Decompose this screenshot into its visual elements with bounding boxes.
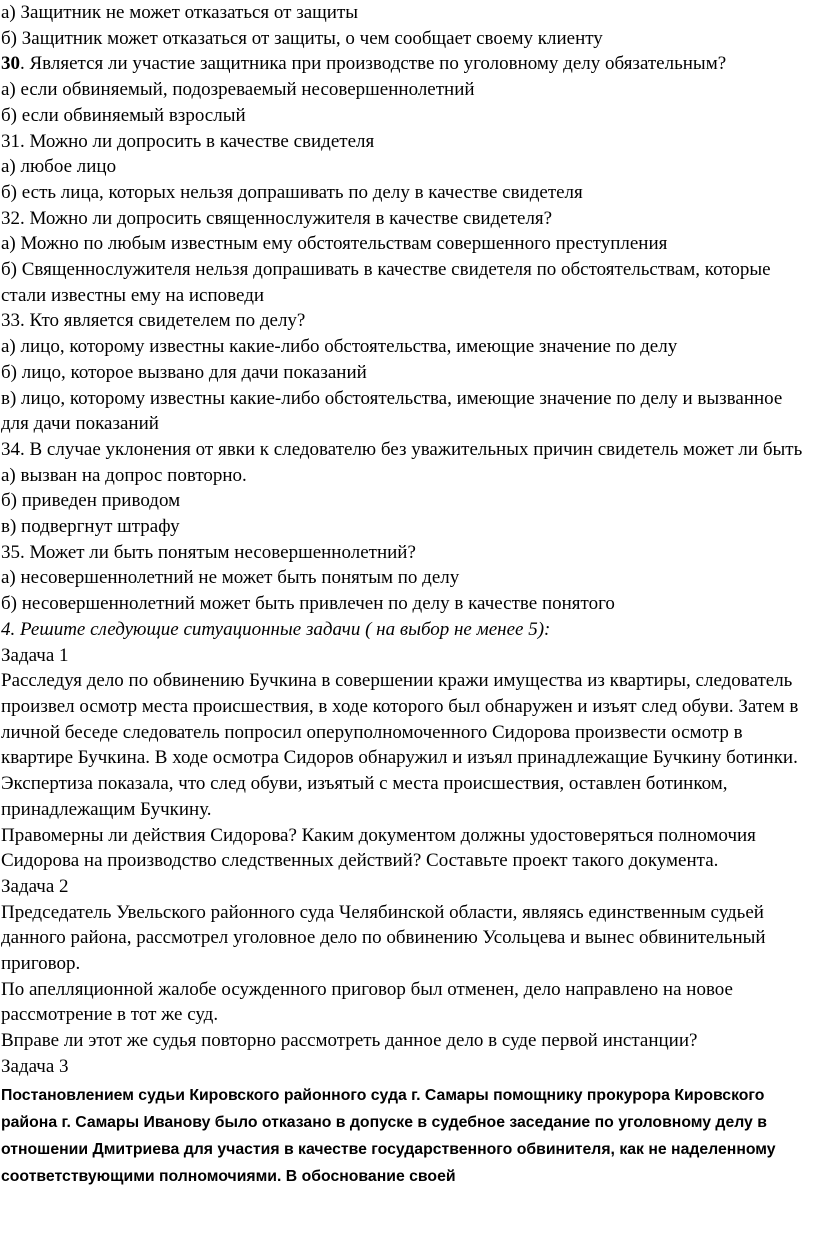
- task-paragraph: Председатель Увельского районного суда Челябинской области, являясь единственным судьей данного района, рассмотрел уголовное дело по обвинению Усольцева и вынес обвинительный приговор.: [1, 901, 766, 975]
- answer-line: в) подвергнут штрафу: [1, 516, 180, 538]
- answer-line: а) вызван на допрос повторно.: [1, 464, 247, 486]
- question-34: 34. В случае уклонения от явки к следователю без уважительных причин свидетель может ли быть: [1, 438, 803, 460]
- answer-line: а) любое лицо: [1, 156, 117, 178]
- question-32: 32. Можно ли допросить священнослужителя в качестве свидетеля?: [1, 207, 553, 229]
- task-3: [1, 1054, 812, 1190]
- question-33: 33. Кто является свидетелем по делу?: [1, 310, 306, 332]
- answer-line: б) несовершеннолетний может быть привлечен по делу в качестве понятого: [1, 593, 615, 615]
- task-1: [1, 643, 812, 874]
- question-30: [1, 51, 812, 77]
- answer-line: а) Защитник не может отказаться от защиты: [1, 2, 359, 23]
- question-text: . Является ли участие защитника при производстве по уголовному делу обязательным?: [20, 53, 727, 75]
- answer-line: б) есть лица, которых нельзя допрашивать по делу в качестве свидетеля: [1, 181, 583, 203]
- answer-line: а) Можно по любым известным ему обстоятельствам совершенного преступления: [1, 233, 668, 255]
- task-paragraph: Постановлением судьи Кировского районного суда г. Самары помощнику прокурора Кировского района г. Самары Иванову было отказано в допуске в судебное заседание по уголовному делу в отношении Дмитриева для участия в качестве государственного обвинителя, как не наделенному соответствующими полномочиями. В обоснование своей: [1, 1086, 776, 1185]
- task-2: [1, 874, 812, 1054]
- question-35: 35. Может ли быть понятым несовершеннолетний?: [1, 541, 416, 563]
- task-paragraph: Вправе ли этот же судья повторно рассмотреть данное дело в суде первой инстанции?: [1, 1030, 698, 1052]
- task-title: Задача 3: [1, 1055, 69, 1077]
- task-paragraph: Расследуя дело по обвинению Бучкина в совершении кражи имущества из квартиры, следователь произвел осмотр места происшествия, в ходе которого был обнаружен и изъят след обуви. Затем в личной беседе следователь попросил оперуполномоченного Сидорова произвести осмотр в квартире Бучкина. В ходе осмотра Сидоров обнаружил и изъял принадлежащие Бучкину ботинки. Экспертиза показала, что след обуви, изъятый с места происшествия, оставлен ботинком, принадлежащим Бучкину.: [1, 670, 799, 820]
- question-number: 30: [1, 53, 20, 75]
- answer-line: б) лицо, которое вызвано для дачи показаний: [1, 361, 367, 383]
- question-31: 31. Можно ли допросить в качестве свидетеля: [1, 130, 375, 152]
- task-paragraph: Правомерны ли действия Сидорова? Каким документом должны удостоверяться полномочия Сидорова на производство следственных действий? Составьте проект такого документа.: [1, 824, 756, 872]
- section-heading: 4. Решите следующие ситуационные задачи ( на выбор не менее 5):: [1, 618, 551, 640]
- task-paragraph: По апелляционной жалобе осужденного приговор был отменен, дело направлено на новое рассмотрение в тот же суд.: [1, 978, 733, 1026]
- answer-line: б) приведен приводом: [1, 490, 181, 512]
- answer-line: а) несовершеннолетний не может быть понятым по делу: [1, 567, 460, 589]
- answer-line: б) если обвиняемый взрослый: [1, 104, 246, 126]
- task-title: Задача 2: [1, 875, 69, 897]
- answer-line: а) если обвиняемый, подозреваемый несовершеннолетний: [1, 79, 475, 101]
- answer-line: а) лицо, которому известны какие-либо обстоятельства, имеющие значение по делу: [1, 336, 678, 358]
- answer-line: в) лицо, которому известны какие-либо обстоятельства, имеющие значение по делу и вызванное для дачи показаний: [1, 387, 783, 435]
- answer-line: б) Защитник может отказаться от защиты, о чем сообщает своему клиенту: [1, 27, 603, 49]
- task-title: Задача 1: [1, 644, 69, 666]
- answer-line: б) Священнослужителя нельзя допрашивать в качестве свидетеля по обстоятельствам, которые стали известны ему на исповеди: [1, 259, 771, 306]
